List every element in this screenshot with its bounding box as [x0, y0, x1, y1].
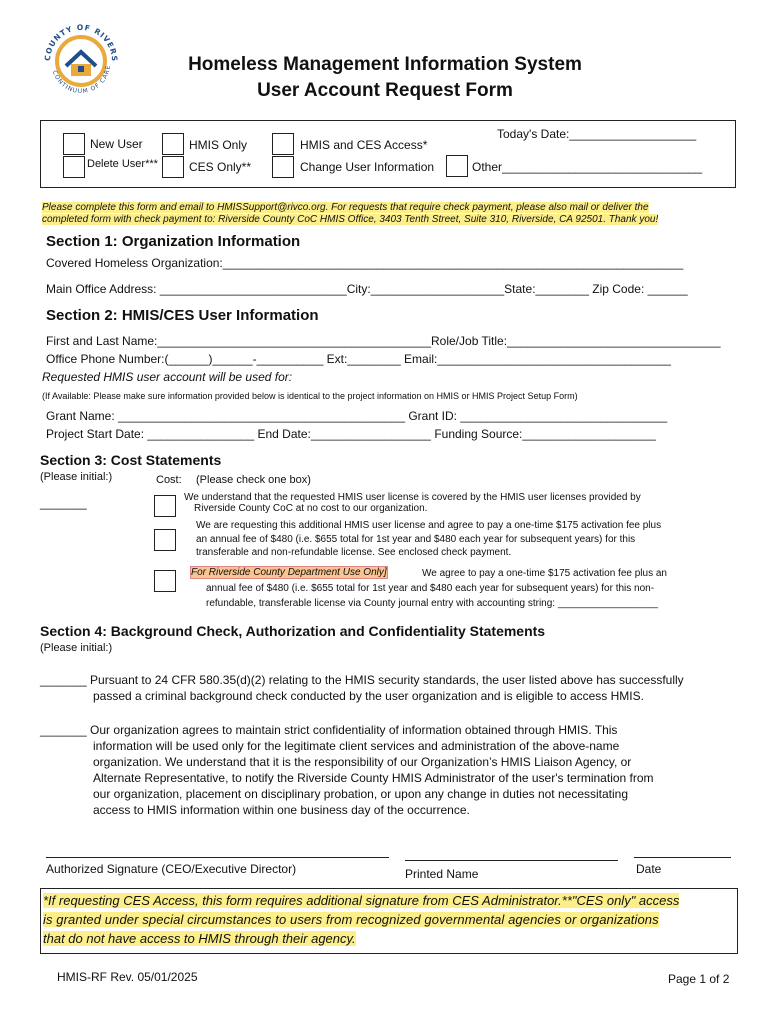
- todays-date-field[interactable]: Today's Date:___________________: [497, 127, 697, 141]
- hmis-ces-access-checkbox[interactable]: [272, 133, 294, 155]
- check-one-label: (Please check one box): [196, 474, 311, 486]
- form-title-line1: Homeless Management Information System: [188, 54, 582, 75]
- revision-label: HMIS-RF Rev. 05/01/2025: [57, 970, 198, 984]
- confidentiality-line5: our organization, placement on disciplinary probation, or upon any change in duties not necessitating: [93, 787, 629, 801]
- cost-option3-checkbox[interactable]: [154, 570, 176, 592]
- authorized-signature-line[interactable]: [46, 857, 389, 858]
- cost-option1-checkbox[interactable]: [154, 495, 176, 517]
- project-note: (If Available: Please make sure information provided below is identical to the project information on HMIS or HMIS Project Setup Form): [42, 391, 578, 401]
- cost-option2-line3: transferable and non-refundable license. See enclosed check payment.: [196, 547, 512, 558]
- svg-text:CONTINUUM OF CARE: CONTINUUM OF CARE: [50, 64, 113, 96]
- section1-title: Section 1: Organization Information: [46, 233, 301, 250]
- instructions-line2: completed form with check payment to: Riverside County CoC HMIS Office, 3403 Tenth Street, Suite 310, Riverside, CA 92501. Thank you!: [42, 214, 659, 225]
- cost-option3-tag: For Riverside County Department Use Only]: [191, 567, 387, 578]
- cost-option2-line2: an annual fee of $480 (i.e. $655 total for 1st year and $480 each year for subsequent years) for this: [196, 534, 636, 545]
- delete-user-label: Delete User***: [87, 158, 158, 170]
- org-name-field[interactable]: Covered Homeless Organization:_____________________________________________________________________: [46, 256, 684, 270]
- section3-initial-label: (Please initial:): [40, 471, 113, 483]
- ces-only-label: CES Only**: [189, 160, 252, 174]
- name-role-field[interactable]: First and Last Name:_________________________________________Role/Job Title:________________________________: [46, 334, 721, 348]
- other-field[interactable]: Other______________________________: [472, 160, 703, 174]
- section4-initial-label: (Please initial:): [40, 642, 113, 654]
- account-use-label: Requested HMIS user account will be used for:: [42, 370, 293, 384]
- delete-user-checkbox[interactable]: [63, 156, 85, 178]
- printed-name-line[interactable]: [405, 860, 618, 861]
- change-user-info-label: Change User Information: [300, 160, 435, 174]
- hmis-only-checkbox[interactable]: [162, 133, 184, 155]
- office-address-field[interactable]: Main Office Address: ____________________________City:____________________State:________ Zip Code: ______: [46, 282, 688, 296]
- svg-text:COUNTY OF RIVERSIDE: COUNTY OF RIVERS: [42, 22, 120, 63]
- footnote-line2: is granted under special circumstances to users from recognized governmental agencies or organizations: [43, 912, 659, 927]
- other-checkbox[interactable]: [446, 155, 468, 177]
- background-check-line1: _______ Pursuant to 24 CFR 580.35(d)(2) relating to the HMIS security standards, the user listed above has successfully: [40, 673, 684, 687]
- confidentiality-line2: information will be used only for the legitimate client services and administration of the above-name: [93, 739, 620, 753]
- section2-title: Section 2: HMIS/CES User Information: [46, 307, 319, 324]
- date-label: Date: [636, 862, 662, 876]
- project-dates-field[interactable]: Project Start Date: ________________ End Date:__________________ Funding Source:____________________: [46, 427, 656, 441]
- instructions-line1: Please complete this form and email to HMISSupport@rivco.org. For requests that require check payment, please also mail or deliver the: [42, 202, 649, 213]
- confidentiality-line4: Alternate Representative, to notify the Riverside County HMIS Administrator of the user's termination from: [93, 771, 654, 785]
- grant-field[interactable]: Grant Name: ___________________________________________ Grant ID: _______________________________: [46, 409, 668, 423]
- new-user-checkbox[interactable]: [63, 133, 85, 155]
- cost-option1-line1: We understand that the requested HMIS user license is covered by the HMIS user licenses provided by: [184, 492, 641, 503]
- cost-option3-line1: We agree to pay a one-time $175 activation fee plus an: [422, 568, 667, 579]
- ces-only-checkbox[interactable]: [162, 156, 184, 178]
- page-number: Page 1 of 2: [668, 972, 730, 986]
- form-title-line2: User Account Request Form: [257, 80, 513, 101]
- cost-label: Cost:: [156, 474, 182, 486]
- printed-name-label: Printed Name: [405, 867, 479, 881]
- new-user-label: New User: [90, 137, 143, 151]
- background-check-line2: passed a criminal background check conducted by the user organization and is eligible to access HMIS.: [93, 689, 644, 703]
- confidentiality-line3: organization. We understand that it is the responsibility of our Organization’s HMIS Liaison Agency, or: [93, 755, 632, 769]
- footnote-line1: *If requesting CES Access, this form requires additional signature from CES Administrator.**"CES only" access: [43, 893, 680, 908]
- confidentiality-line6: access to HMIS information within one business day of the occurrence.: [93, 803, 470, 817]
- section3-title: Section 3: Cost Statements: [40, 452, 222, 468]
- authorized-signature-label: Authorized Signature (CEO/Executive Director): [46, 862, 297, 876]
- hmis-ces-access-label: HMIS and CES Access*: [300, 138, 428, 152]
- date-line[interactable]: [634, 857, 731, 858]
- cost-option3-line2: annual fee of $480 (i.e. $655 total for 1st year and $480 each year for subsequent years) for this non-: [206, 583, 655, 594]
- section3-initial-line[interactable]: _______: [40, 496, 87, 510]
- footnote-line3: that do not have access to HMIS through their agency.: [43, 931, 356, 946]
- section4-title: Section 4: Background Check, Authorization and Confidentiality Statements: [40, 623, 546, 639]
- cost-option1-line2: Riverside County CoC at no cost to our organization.: [194, 503, 428, 514]
- cost-option3-line3: refundable, transferable license via County journal entry with accounting string: __________________: [206, 598, 658, 609]
- change-user-info-checkbox[interactable]: [272, 156, 294, 178]
- phone-email-field[interactable]: Office Phone Number:(______)______-__________ Ext:________ Email:___________________________________: [46, 352, 671, 366]
- hmis-only-label: HMIS Only: [189, 138, 248, 152]
- cost-option2-checkbox[interactable]: [154, 529, 176, 551]
- cost-option2-line1: We are requesting this additional HMIS user license and agree to pay a one-time $175 activation fee plus: [196, 520, 662, 531]
- confidentiality-line1: _______ Our organization agrees to maintain strict confidentiality of information obtained through HMIS. This: [40, 723, 618, 737]
